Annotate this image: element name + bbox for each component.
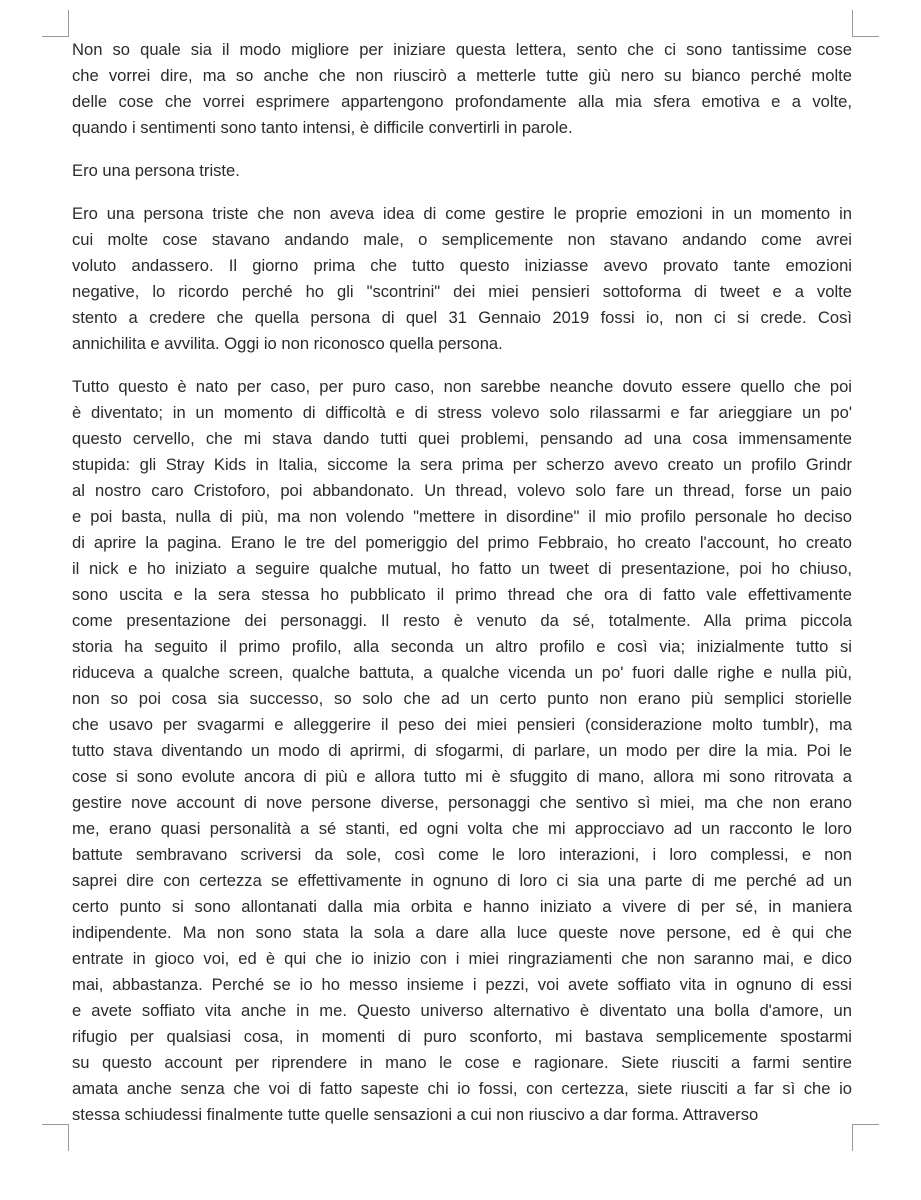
paragraph	[72, 37, 852, 141]
text-line: entrate in gioco voi, ed è qui che io inizio con i miei ringraziamenti che non saranno mai, e dico	[72, 949, 852, 968]
text-line: e avete soffiato vita anche in me. Questo universo alternativo è diventato una bolla d'amore, un	[72, 1001, 852, 1020]
text-line: sono uscita e la sera stessa ho pubblicato il primo thread che ora di fatto vale effettivamente	[72, 585, 852, 604]
text-line: amata anche senza che voi di fatto sapeste chi io fossi, con certezza, siete riusciti a far sì che io	[72, 1079, 852, 1098]
text-line: cui molte cose stavano andando male, o semplicemente non stavano andando come avrei	[72, 230, 852, 249]
text-line: stessa schiudessi finalmente tutte quelle sensazioni a cui non riuscivo a dar forma. Attraverso	[72, 1105, 759, 1124]
crop-mark-top-right	[852, 10, 879, 37]
text-line: al nostro caro Cristoforo, poi abbandonato. Un thread, volevo solo fare un thread, forse un paio	[72, 481, 852, 500]
text-line: quando i sentimenti sono tanto intensi, è difficile convertirli in parole.	[72, 118, 573, 137]
text-line: Ero una persona triste.	[72, 161, 240, 180]
text-line: voluto andassero. Il giorno prima che tutto questo iniziasse avevo provato tante emozioni	[72, 256, 852, 275]
text-line: e poi basta, nulla di più, ma non volendo "mettere in disordine" il mio profilo personale ho deciso	[72, 507, 852, 526]
text-line: cose si sono evolute ancora di più e allora tutto mi è sfuggito di mano, allora mi sono ritrovata a	[72, 767, 852, 786]
paragraph-gap	[72, 184, 852, 201]
text-line: tutto stava diventando un modo di aprirmi, di sfogarmi, di parlare, un modo per dire la mia. Poi le	[72, 741, 852, 760]
text-line: Ero una persona triste che non aveva idea di come gestire le proprie emozioni in un momento in	[72, 204, 852, 223]
document-body	[72, 37, 852, 1128]
text-line: storia ha seguito il primo profilo, alla seconda un altro profilo e così via; inizialmente tutto si	[72, 637, 852, 656]
text-line: Tutto questo è nato per caso, per puro caso, non sarebbe neanche dovuto essere quello che poi	[72, 377, 852, 396]
text-line: di aprire la pagina. Erano le tre del pomeriggio del primo Febbraio, ho creato l'account, ho creato	[72, 533, 852, 552]
text-line: stento a credere che quella persona di quel 31 Gennaio 2019 fossi io, non ci si crede. Così	[72, 308, 852, 327]
text-line: indipendente. Ma non sono stata la sola a dare alla luce queste nove persone, ed è qui che	[72, 923, 852, 942]
text-line: gestire nove account di nove persone diverse, personaggi che sentivo sì miei, ma che non erano	[72, 793, 852, 812]
text-line: me, erano quasi personalità a sé stanti, ed ogni volta che mi approcciavo ad un racconto le loro	[72, 819, 852, 838]
crop-mark-top-left	[42, 10, 69, 37]
text-line: il nick e ho iniziato a seguire qualche mutual, ho fatto un tweet di presentazione, poi ho chiuso,	[72, 559, 852, 578]
text-line: che vorrei dire, ma so anche che non riuscirò a metterle tutte giù nero su bianco perché molte	[72, 66, 852, 85]
text-line: negative, lo ricordo perché ho gli "scontrini" dei miei pensieri sottoforma di tweet e a volte	[72, 282, 852, 301]
paragraph-gap	[72, 141, 852, 158]
paragraph	[72, 374, 852, 1128]
paragraph	[72, 158, 852, 184]
text-line: riduceva a qualche screen, qualche battuta, a qualche vicenda un po' fuori dalle righe e nulla più,	[72, 663, 852, 682]
crop-mark-bottom-left	[42, 1124, 69, 1151]
text-line: Non so quale sia il modo migliore per iniziare questa lettera, sento che ci sono tantissime cose	[72, 40, 852, 59]
text-line: mai, abbastanza. Perché se io ho messo insieme i pezzi, voi avete soffiato vita in ognuno di essi	[72, 975, 852, 994]
text-line: stupida: gli Stray Kids in Italia, siccome la sera prima per scherzo avevo creato un profilo Grindr	[72, 455, 852, 474]
text-line: è diventato; in un momento di difficoltà e di stress volevo solo rilassarmi e far arieggiare un po'	[72, 403, 852, 422]
text-line: come presentazione dei personaggi. Il resto è venuto da sé, totalmente. Alla prima piccola	[72, 611, 852, 630]
text-line: questo cervello, che mi stava dando tutti quei problemi, pensando ad una cosa immensamente	[72, 429, 852, 448]
text-line: annichilita e avvilita. Oggi io non riconosco quella persona.	[72, 334, 503, 353]
text-line: che usavo per svagarmi e alleggerire il peso dei miei pensieri (considerazione molto tumblr), ma	[72, 715, 852, 734]
text-line: delle cose che vorrei esprimere appartengono profondamente alla mia sfera emotiva e a volte,	[72, 92, 852, 111]
text-line: certo punto si sono allontanati dalla mia orbita e hanno iniziato a vivere di per sé, in maniera	[72, 897, 852, 916]
crop-mark-bottom-right	[852, 1124, 879, 1151]
paragraph	[72, 201, 852, 357]
text-line: su questo account per riprendere in mano le cose e ragionare. Siete riusciti a farmi sentire	[72, 1053, 852, 1072]
text-line: battute sembravano scriversi da sole, così come le loro interazioni, i loro complessi, e non	[72, 845, 852, 864]
text-line: rifugio per qualsiasi cosa, in momenti di puro sconforto, mi bastava semplicemente spostarmi	[72, 1027, 852, 1046]
text-line: non so poi cosa sia successo, so solo che ad un certo punto non erano più semplici storielle	[72, 689, 852, 708]
text-line: saprei dire con certezza se effettivamente in ognuno di loro ci sia una parte di me perché ad un	[72, 871, 852, 890]
paragraph-gap	[72, 357, 852, 374]
